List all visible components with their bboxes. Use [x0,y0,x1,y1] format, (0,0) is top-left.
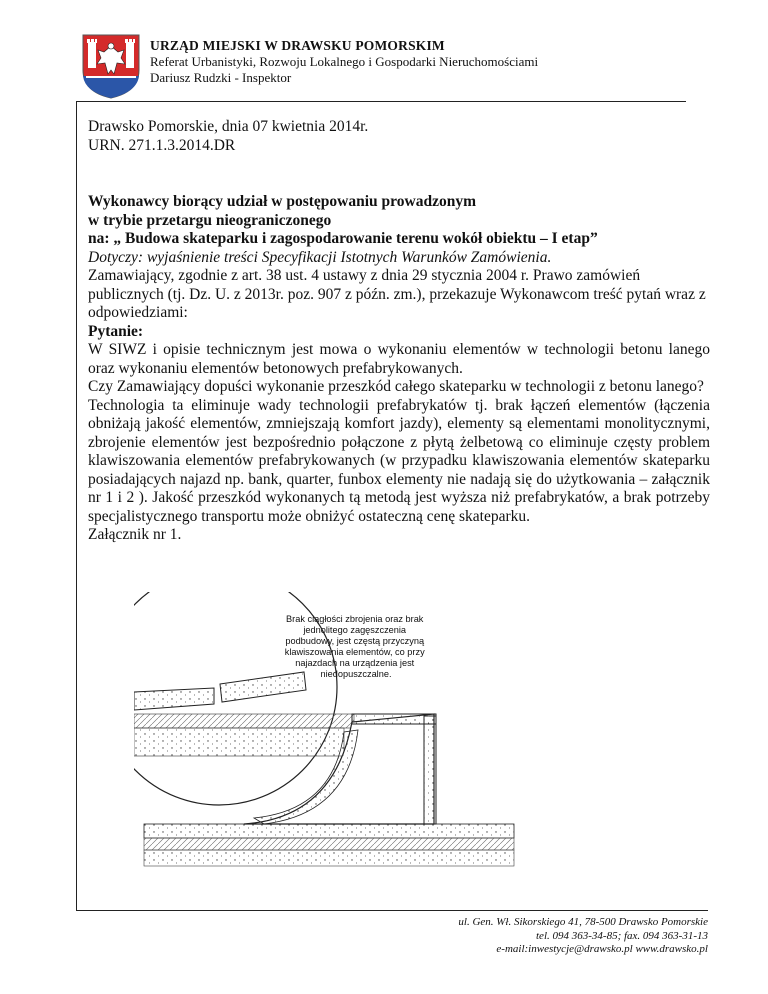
question-text [88,341,710,545]
letterhead [150,38,538,86]
question-paragraph: Czy Zamawiający dopuści wykonanie przeszkód całego skateparku w technologii z betonu lanego? [88,378,704,395]
addressee [88,193,710,249]
footer-email-web: e-mail:inwestycje@drawsko.pl www.drawsko.pl [496,943,708,955]
header-divider [76,101,686,102]
callout-line: podbudowy, jest częstą przyczyną [285,636,425,646]
letter-body [88,118,710,545]
footer-contact [458,916,708,957]
left-border [76,101,77,911]
question-label: Pytanie: [88,322,144,340]
footer-address: ul. Gen. Wł. Sikorskiego 41, 78-500 Drawsko Pomorskie [458,916,708,928]
coat-of-arms-logo [80,32,142,100]
letter-date: Drawsko Pomorskie, dnia 07 kwietnia 2014r. [88,118,369,135]
office-name: URZĄD MIEJSKI W DRAWSKU POMORSKIM [150,38,445,53]
svg-text:Brak ciągłości zbrojenia oraz [285,614,427,679]
intro-paragraph: Zamawiający, zgodnie z art. 38 ust. 4 ustawy z dnia 29 stycznia 2004 r. Prawo zamówień publicznych (tj. Dz. U. z 2013r. poz. 907 z późn. zm.), przekazuje Wykonawcom treść pytań wraz z odpowiedziami: [88,267,706,321]
addressee-line: Wykonawcy biorący udział w postępowaniu prowadzonym [88,193,476,210]
callout-line: klawiszowania elementów, co przy [284,647,425,657]
department-name: Referat Urbanistyki, Rozwoju Lokalnego i Gospodarki Nieruchomościami [150,54,539,69]
footer-divider [76,910,708,911]
question-paragraph: W SIWZ i opisie technicznym jest mowa o wykonaniu elementów w technologii betonu lanego oraz wykonaniu elementów betonowych prefabrykowanych. [88,341,710,377]
subject-line: Dotyczy: wyjaśnienie treści Specyfikacji Istotnych Warunków Zamówienia. [88,248,552,266]
callout-line: jednolitego zagęszczenia [303,625,407,635]
callout-line: najazdach na urządzenia jest [295,658,415,668]
callout-line: niedopuszczalne. [320,669,392,679]
inspector-name: Dariusz Rudzki - Inspektor [150,70,292,85]
attachment-drawing [134,592,524,897]
footer-phone: tel. 094 363-34-85; fax. 094 363-31-13 [536,929,708,942]
addressee-line: na: „ Budowa skateparku i zagospodarowanie terenu wokół obiektu – I etap” [88,230,598,247]
reference-number: URN. 271.1.3.2014.DR [88,136,236,154]
callout-line: Brak ciągłości zbrojenia oraz brak [286,614,424,624]
question-paragraph: Technologia ta eliminuje wady technologii prefabrykatów tj. brak łączeń elementów (łączenia obniżają jakość elementów, zmniejszają komfort jazdy), elementy są elementami monolitycznymi, zbrojenie elementów jest bezpośrednio połączone z płytą żelbetową co eliminuje częsty problem klawiszowania elementów prefabrykowanych (w przypadku klawiszowania elementów skateparku posiadających najazd np. bank, quarter, funbox elementy nie nadają się do użytkowania – załącznik nr 1 i 2 ). Jakość przeszkód wykonanych tą metodą jest wyższa niż prefabrykatów, a brak potrzeby specjalistycznego transportu może obniżyć ostateczną cenę skateparku. [88,396,710,525]
attachment-label: Załącznik nr 1. [88,526,182,543]
addressee-line: w trybie przetargu nieograniczonego [88,211,332,229]
